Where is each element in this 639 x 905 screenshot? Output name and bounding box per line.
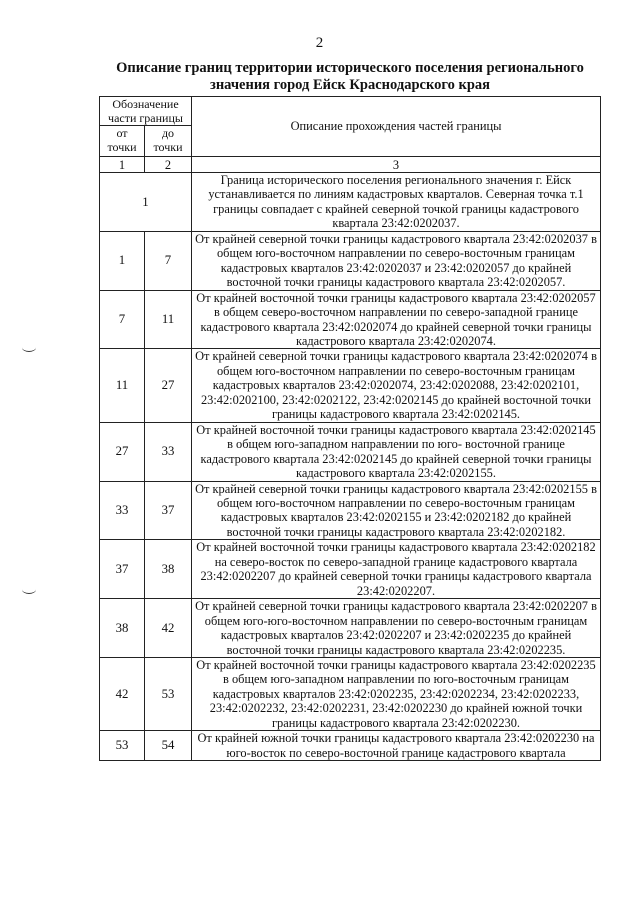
table-row [100, 231, 601, 290]
from-point: 7 [100, 290, 145, 349]
segment-description: От крайней северной точки границы кадастрового квартала 23:42:0202207 в общем юго-юго-восточном направлении по северо-восточным границам кадастровых кварталов 23:42:0202207 и 23:42:0202235 до крайней восточной точки границы кадастрового квартала 23:42:0202235. [192, 599, 601, 658]
boundary-table [99, 96, 601, 761]
margin-punch-mark [22, 343, 36, 352]
header-from: от точки [100, 126, 145, 157]
to-point: 38 [145, 540, 192, 599]
column-number: 2 [145, 157, 192, 173]
intro-point-label: 1 [100, 173, 192, 232]
from-point: 1 [100, 231, 145, 290]
page-number: 2 [315, 35, 324, 51]
table-row [100, 657, 601, 730]
table-row [100, 349, 601, 422]
from-point: 37 [100, 540, 145, 599]
to-point: 54 [145, 731, 192, 761]
segment-description: От крайней южной точки границы кадастрового квартала 23:42:0202230 на юго-восток по северо-восточной границе кадастрового квартала [192, 731, 601, 761]
from-point: 11 [100, 349, 145, 422]
from-point: 42 [100, 657, 145, 730]
column-number: 3 [192, 157, 601, 173]
segment-description: От крайней восточной точки границы кадастрового квартала 23:42:0202145 в общем юго-западном направлении по юго- восточной границе кадастрового квартала 23:42:0202145 до крайней северной точки границы кадастрового квартала 23:42:0202155. [192, 422, 601, 481]
margin-punch-mark [22, 585, 36, 594]
table-row [100, 422, 601, 481]
table-row [100, 290, 601, 349]
from-point: 33 [100, 481, 145, 540]
table-row-intro [100, 173, 601, 232]
segment-description: От крайней северной точки границы кадастрового квартала 23:42:0202155 в общем юго-восточном направлении по северо-восточным границам кадастровых кварталов 23:42:0202155 и 23:42:0202182 до крайней восточной точки границы кадастрового квартала 23:42:0202182. [192, 481, 601, 540]
segment-description: От крайней восточной точки границы кадастрового квартала 23:42:0202057 в общем северо-восточном направлении по северо-западной границе кадастрового квартала 23:42:0202074 до крайней северной точки границы кадастрового квартала 23:42:0202074. [192, 290, 601, 349]
intro-description: Граница исторического поселения регионального значения г. Ейск устанавливается по линиям кадастровых кварталов. Северная точка т.1 границы совпадает с крайней северной точкой границы кадастрового квартала 23:42:0202037. [192, 173, 601, 232]
header-designation: Обозначение части границы [100, 97, 192, 126]
to-point: 27 [145, 349, 192, 422]
segment-description: От крайней северной точки границы кадастрового квартала 23:42:0202074 в общем юго-восточном направлении по северо-восточным границам кадастровых кварталов 23:42:0202074, 23:42:0202088, 23:42:0202101, 23:42:0202100, 23:42:0202122, 23:42:0202145 до крайней восточной точки границы кадастрового квартала 23:42:0202145. [192, 349, 601, 422]
column-number: 1 [100, 157, 145, 173]
to-point: 53 [145, 657, 192, 730]
to-point: 33 [145, 422, 192, 481]
header-to: до точки [145, 126, 192, 157]
table-row [100, 540, 601, 599]
to-point: 11 [145, 290, 192, 349]
to-point: 42 [145, 599, 192, 658]
segment-description: От крайней северной точки границы кадастрового квартала 23:42:0202037 в общем юго-восточном направлении по северо-восточным границам кадастровых кварталов 23:42:0202037 и 23:42:0202057 до крайней восточной точки границы кадастрового квартала 23:42:0202057. [192, 231, 601, 290]
to-point: 7 [145, 231, 192, 290]
to-point: 37 [145, 481, 192, 540]
table-header-row [100, 97, 601, 126]
segment-description: От крайней восточной точки границы кадастрового квартала 23:42:0202182 на северо-восток по северо-западной границе кадастрового квартала 23:42:0202207 до крайней северной точки границы кадастрового квартала 23:42:0202207. [192, 540, 601, 599]
from-point: 27 [100, 422, 145, 481]
column-numbers-row [100, 157, 601, 173]
table-row [100, 731, 601, 761]
table-row [100, 599, 601, 658]
segment-description: От крайней восточной точки границы кадастрового квартала 23:42:0202235 в общем юго-западном направлении по юго-восточным границам кадастровых кварталов 23:42:0202235, 23:42:0202234, 23:42:0202233, 23:42:0202232, 23:42:0202231, 23:42:0202230 до крайней южной точки границы кадастрового квартала 23:42:0202230. [192, 657, 601, 730]
document-title: Описание границ территории исторического поселения регионального значения город Ейск Краснодарского края [116, 60, 584, 93]
table-row [100, 481, 601, 540]
from-point: 38 [100, 599, 145, 658]
from-point: 53 [100, 731, 145, 761]
header-description: Описание прохождения частей границы [192, 97, 601, 157]
